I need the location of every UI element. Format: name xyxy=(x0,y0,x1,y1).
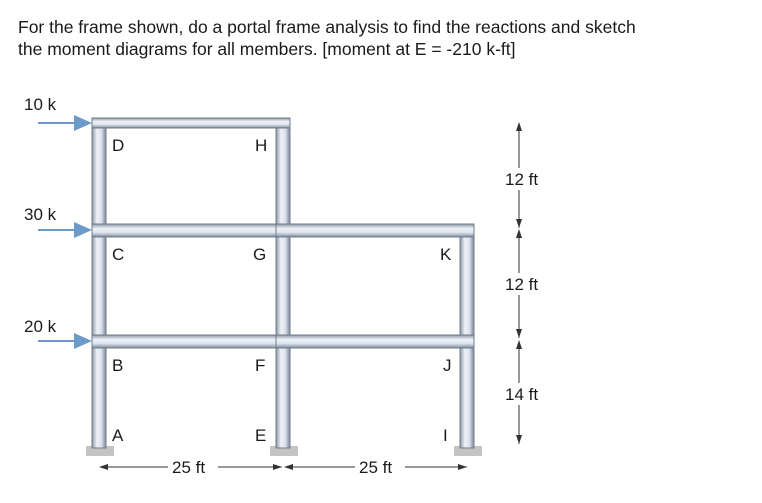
joint-J: J xyxy=(443,356,452,375)
dim-label-middle: 12 ft xyxy=(505,275,539,294)
joint-B: B xyxy=(112,356,124,375)
joint-A: A xyxy=(112,426,124,445)
joint-E: E xyxy=(255,426,267,445)
column-EH xyxy=(276,118,290,448)
joint-K: K xyxy=(440,245,452,264)
load-label-10k: 10 k xyxy=(24,95,57,114)
horizontal-dimensions xyxy=(100,456,467,478)
dim-label-bay-right: 25 ft xyxy=(359,458,393,477)
beam-FJ xyxy=(276,335,474,348)
joint-I: I xyxy=(443,426,448,445)
problem-line-1: For the frame shown, do a portal frame analysis to find the reactions and sketch xyxy=(18,17,636,37)
dim-label-top: 12 ft xyxy=(505,170,539,189)
joint-G: G xyxy=(253,245,267,264)
beam-DH xyxy=(92,118,290,128)
joint-D: D xyxy=(112,136,125,155)
beam-CG xyxy=(92,224,290,237)
column-AD xyxy=(92,118,106,448)
load-label-30k: 30 k xyxy=(24,205,57,224)
dim-label-bay-left: 25 ft xyxy=(172,458,206,477)
columns xyxy=(92,118,474,448)
beam-BF xyxy=(92,335,290,348)
beam-GK xyxy=(276,224,474,237)
joint-C: C xyxy=(112,245,125,264)
vertical-dimensions xyxy=(505,123,545,444)
problem-line-2: the moment diagrams for all members. [moment at E = -210 k-ft] xyxy=(18,39,516,59)
joint-H: H xyxy=(255,136,268,155)
load-label-20k: 20 k xyxy=(24,317,57,336)
loads xyxy=(24,95,90,341)
joint-F: F xyxy=(255,356,266,375)
dim-label-bottom: 14 ft xyxy=(505,385,539,404)
